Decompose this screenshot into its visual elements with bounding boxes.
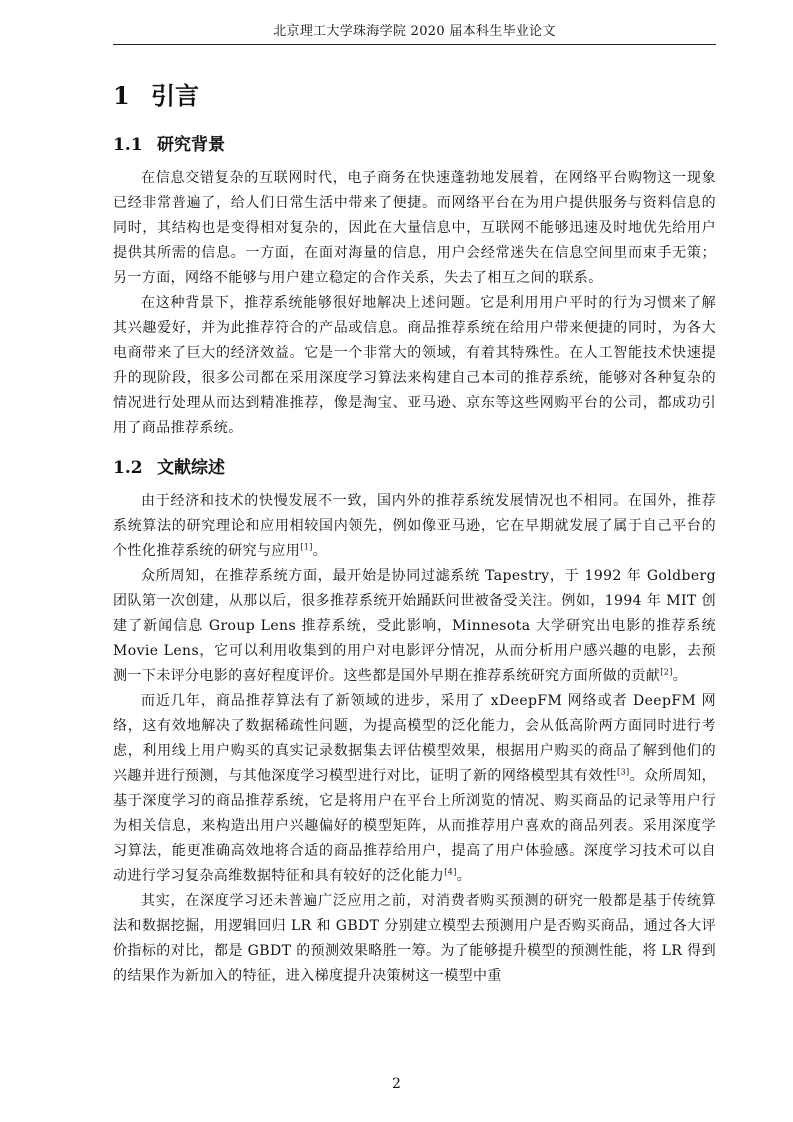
paragraph xyxy=(113,489,716,564)
section-title: 文献综述 xyxy=(157,458,225,478)
paragraph: 在这种背景下，推荐系统能够很好地解决上述问题。它是利用用户平时的行为习惯来了解其兴趣爱好，并为此推荐符合的产品或信息。商品推荐系统在给用户带来便捷的同时，为各大电商带来了巨大的经济效益。它是一个非常大的领域，有着其特殊性。在人工智能技术快速提升的现阶段，很多公司都在采用深度学习算法来构建自己本司的推荐系统，能够对各种复杂的情况进行处理从而达到精准推荐，像是淘宝、亚马逊、京东等这些网购平台的公司，都成功引用了商品推荐系统。 xyxy=(113,295,716,436)
paragraph xyxy=(113,689,716,889)
chapter-title: 引言 xyxy=(151,81,199,110)
section-body xyxy=(113,166,716,441)
paragraph: 其实，在深度学习还未普遍广泛应用之前，对消费者购买预测的研究一般都是基于传统算法和数据挖掘，用逻辑回归 LR 和 GBDT 分别建立模型去预测用户是否购买商品，通过各大评价指标的对比，都是 GBDT 的预测效果略胜一筹。为了能够提升模型的预测性能，将 LR 得到的结果作为新加入的特征，进入梯度提升决策树这一模型中重 xyxy=(113,893,716,984)
paragraph-text: 由于经济和技术的快慢发展不一致，国内外的推荐系统发展情况也不相同。在国外，推荐系统算法的研究理论和应用相较国内领先，例如像亚马逊，它在早期就发展了属于自己平台的个性化推荐系统的研究与应用 xyxy=(113,493,716,559)
page-number: 2 xyxy=(392,1076,401,1092)
paragraph: 在信息交错复杂的互联网时代，电子商务在快速蓬勃地发展着，在网络平台购物这一现象已经非常普遍了，给人们日常生活中带来了便捷。而网络平台在为用户提供服务与资料信息的同时，其结构也是变得相对复杂的，因此在大量信息中，互联网不能够迅速及时地优先给用户提供其所需的信息。一方面，在面对海量的信息，用户会经常迷失在信息空间里而束手无策；另一方面，网络不能够与用户建立稳定的合作关系，失去了相互之间的联系。 xyxy=(113,170,716,286)
header-rule xyxy=(113,44,716,45)
paragraph xyxy=(113,564,716,689)
section-number: 1.1 xyxy=(113,135,143,155)
citation-ref: [4] xyxy=(444,867,457,877)
paragraph-text: 。 xyxy=(672,668,688,684)
paragraph-text: 。 xyxy=(312,543,328,559)
section-heading xyxy=(113,132,716,158)
citation-ref: [3] xyxy=(617,767,630,777)
section-heading xyxy=(113,455,716,481)
chapter-heading xyxy=(113,78,716,114)
paragraph-text: 而近几年，商品推荐算法有了新领域的进步，采用了 xDeepFM 网络或者 DeepFM 网络，这有效地解决了数据稀疏性问题，为提高模型的泛化能力，会从低高阶两方面同时进行考虑，利用线上用户购买的真实记录数据集去评估模型效果，根据用户购买的商品了解到他们的兴趣并进行预测，与其他深度学习模型进行对比，证明了新的网络模型其有效性 xyxy=(113,693,716,784)
section-body xyxy=(113,489,716,989)
citation-ref: [1] xyxy=(300,542,313,552)
running-header: 北京理工大学珠海学院 2020 届本科生毕业论文 xyxy=(273,24,556,39)
paragraph-text: 众所周知，在推荐系统方面，最开始是协同过滤系统 Tapestry，于 1992 年 Goldberg 团队第一次创建，从那以后，很多推荐系统开始踊跃问世被备受关注。例如，1994 年 MIT 创建了新闻信息 Group Lens 推荐系统，受此影响，Minnesota 大学研究出电影的推荐系统 Movie Lens，它可以利用收集到的用户对电影评分情况，从而分析用户感兴趣的电影，去预测一下未评分电影的喜好程度评价。这些都是国外早期在推荐系统研究方面所做的贡献 xyxy=(113,568,716,684)
paragraph-text: 。 xyxy=(456,868,472,884)
section-title: 研究背景 xyxy=(157,135,225,155)
citation-ref: [2] xyxy=(660,667,673,677)
page-body xyxy=(113,78,716,989)
paragraph-text: 。众所周知，基于深度学习的商品推荐系统，它是将用户在平台上所浏览的情况、购买商品的记录等用户行为相关信息，来构造出用户兴趣偏好的模型矩阵，从而推荐用户喜欢的商品列表。采用深度学习算法，能更准确高效地将合适的商品推荐给用户，提高了用户体验感。深度学习技术可以自动进行学习复杂高维数据特征和具有较好的泛化能力 xyxy=(113,768,717,884)
chapter-number: 1 xyxy=(113,81,130,110)
section-number: 1.2 xyxy=(113,458,143,478)
